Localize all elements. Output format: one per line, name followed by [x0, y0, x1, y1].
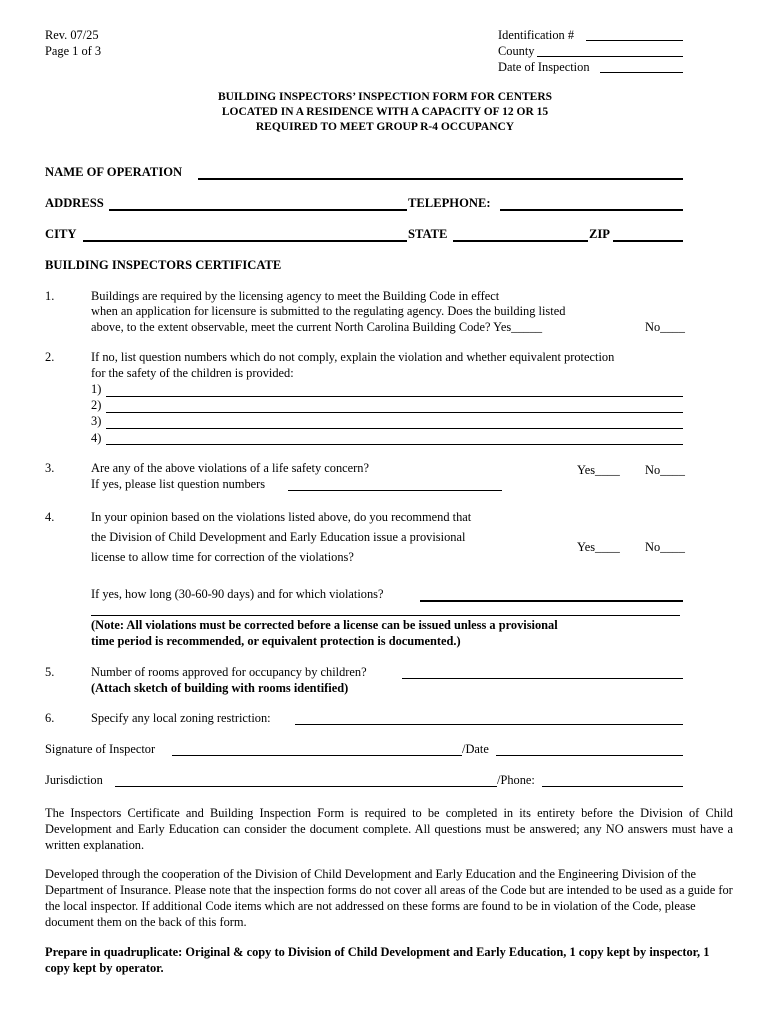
revision-label: Rev. 07/25: [45, 28, 99, 42]
name-of-operation-label: NAME OF OPERATION: [45, 165, 183, 179]
question-1-no[interactable]: No____: [645, 320, 685, 334]
question-5-line-1: Number of rooms approved for occupancy by children?: [91, 665, 367, 679]
question-3-line-1: Are any of the above violations of a life safety concern?: [91, 461, 369, 475]
question-4-yes[interactable]: Yes____: [577, 540, 620, 554]
question-numbers-field[interactable]: [288, 490, 502, 491]
how-long-field[interactable]: [420, 600, 683, 602]
question-3-line-2: If yes, please list question numbers: [91, 477, 266, 491]
question-6-number: 6.: [45, 711, 55, 725]
question-1-line-1: Buildings are required by the licensing agency to meet the Building Code in effect: [91, 289, 500, 303]
question-4-how-long: If yes, how long (30-60-90 days) and for which violations?: [91, 587, 384, 601]
cooperation-paragraph: Developed through the cooperation of the Division of Child Development and Early Education and the Engineering Division of the Department of Insurance. Please note that the inspection forms do not cover all areas of the Code but are intended to be used as a guide for the local inspector. If additional Code items which are not addressed on these forms are found to be in violation of the Code, please document them on the back of this form.: [45, 867, 733, 929]
title-line-2: LOCATED IN A RESIDENCE WITH A CAPACITY OF 12 OR 15: [221, 106, 549, 118]
note-line-2: time period is recommended, or equivalent protection is documented.): [91, 634, 461, 648]
certificate-heading: BUILDING INSPECTORS CERTIFICATE: [45, 258, 282, 272]
completion-requirement-paragraph: The Inspectors Certificate and Building Inspection Form is required to be completed in its entirety before the Division of Child Development and Early Education can consider the document complete. All questions must be answered; any NO answers must have a written explanation.: [45, 806, 733, 852]
question-3-no[interactable]: No____: [645, 463, 685, 477]
title-line-3: REQUIRED TO MEET GROUP R-4 OCCUPANCY: [255, 121, 515, 133]
zip-field[interactable]: [613, 240, 683, 242]
question-2-number: 2.: [45, 350, 55, 364]
question-3-number: 3.: [45, 461, 55, 475]
date-of-inspection-label: Date of Inspection: [498, 60, 590, 74]
state-field[interactable]: [453, 240, 588, 242]
address-field[interactable]: [109, 209, 407, 211]
jurisdiction-label: Jurisdiction: [45, 773, 103, 787]
violations-field[interactable]: [91, 615, 680, 616]
question-4-number: 4.: [45, 510, 55, 524]
phone-label: /Phone:: [497, 773, 535, 787]
violation-field-4[interactable]: [106, 444, 683, 445]
question-4-line-2: the Division of Child Development and Early Education issue a provisional: [91, 530, 466, 544]
phone-field[interactable]: [542, 786, 683, 787]
city-field[interactable]: [83, 240, 407, 242]
signature-date-field[interactable]: [496, 755, 683, 756]
question-3-yes[interactable]: Yes____: [577, 463, 620, 477]
county-field[interactable]: [537, 56, 683, 57]
violation-item-number: 1): [91, 382, 102, 396]
jurisdiction-field[interactable]: [115, 786, 497, 787]
signature-of-inspector-label: Signature of Inspector: [45, 742, 156, 756]
question-4-line-1: In your opinion based on the violations listed above, do you recommend that: [91, 510, 472, 524]
zoning-restriction-field[interactable]: [295, 724, 683, 725]
question-5-number: 5.: [45, 665, 55, 679]
identification-field[interactable]: [586, 40, 683, 41]
rooms-approved-field[interactable]: [402, 678, 683, 679]
page-number: Page 1 of 3: [45, 44, 102, 58]
question-4-no[interactable]: No____: [645, 540, 685, 554]
violation-field-3[interactable]: [106, 428, 683, 429]
zip-label: ZIP: [589, 227, 610, 241]
question-1-line-2: when an application for licensure is submitted to the regulating agency. Does the building listed: [91, 304, 566, 318]
telephone-field[interactable]: [500, 209, 683, 211]
question-2-line-1: If no, list question numbers which do not comply, explain the violation and whether equivalent protection: [91, 350, 615, 364]
city-label: CITY: [45, 227, 77, 241]
signature-field[interactable]: [172, 755, 462, 756]
violation-item-number: 2): [91, 398, 102, 412]
question-5-line-2: (Attach sketch of building with rooms identified): [91, 681, 349, 695]
date-of-inspection-field[interactable]: [600, 72, 683, 73]
date-label: /Date: [462, 742, 489, 756]
question-2-line-2: for the safety of the children is provided:: [91, 366, 294, 380]
question-6-line-1: Specify any local zoning restriction:: [91, 711, 271, 725]
name-of-operation-field[interactable]: [198, 178, 683, 180]
state-label: STATE: [408, 227, 448, 241]
identification-label: Identification #: [498, 28, 575, 42]
note-line-1: (Note: All violations must be corrected before a license can be issued unless a provisional: [91, 618, 558, 632]
title-line-1: BUILDING INSPECTORS’ INSPECTION FORM FOR CENTERS: [217, 91, 553, 103]
question-4-line-3: license to allow time for correction of the violations?: [91, 550, 354, 564]
address-label: ADDRESS: [45, 196, 104, 210]
telephone-label: TELEPHONE:: [408, 196, 491, 210]
violation-item-number: 3): [91, 414, 102, 428]
violation-item-number: 4): [91, 431, 102, 445]
violation-field-1[interactable]: [106, 396, 683, 397]
violation-field-2[interactable]: [106, 412, 683, 413]
quadruplicate-instructions: Prepare in quadruplicate: Original & copy to Division of Child Development and Early Education, 1 copy kept by inspector, 1 copy kept by operator.: [45, 945, 710, 975]
question-1-line-3: above, to the extent observable, meet the current North Carolina Building Code? Yes_____: [91, 320, 543, 334]
question-1-number: 1.: [45, 289, 55, 303]
county-label: County: [498, 44, 535, 58]
